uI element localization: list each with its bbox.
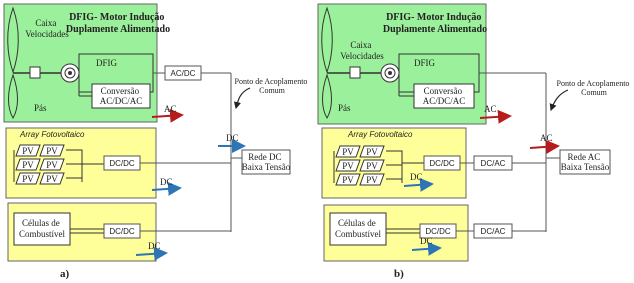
pv-panel bbox=[360, 174, 384, 185]
pv-panel bbox=[360, 160, 384, 171]
grid-label-b: Rede AC Baixa Tensão bbox=[560, 152, 610, 172]
pv-dcdc-label: DC/DC bbox=[109, 159, 135, 168]
svg-text:PV: PV bbox=[22, 174, 34, 184]
acdc-label: AC/DC bbox=[170, 69, 196, 78]
pv-array-title: Array Fotovoltaico bbox=[20, 130, 85, 139]
pcc-pointer-a bbox=[236, 88, 250, 108]
pv-panel bbox=[16, 173, 40, 184]
pv-panel bbox=[360, 146, 384, 157]
svg-text:PV: PV bbox=[22, 146, 34, 156]
svg-text:PV: PV bbox=[342, 175, 354, 185]
blades-label: Pás bbox=[338, 103, 351, 113]
grid-ac-arrow-b bbox=[530, 146, 558, 148]
grid-ac-label-b: AC bbox=[540, 133, 553, 143]
pv-panel bbox=[16, 145, 40, 156]
ac-arrow-label-a: AC bbox=[164, 104, 177, 114]
svg-text:PV: PV bbox=[342, 147, 354, 157]
dfig-block-title: DFIG- Motor Indução Duplamente Alimentado bbox=[65, 12, 171, 35]
grid-dc-label-a: DC bbox=[226, 133, 239, 143]
pv-panel bbox=[16, 159, 40, 170]
svg-text:PV: PV bbox=[366, 175, 378, 185]
pv-dcac-label: DC/AC bbox=[480, 159, 506, 168]
caption-a: a) bbox=[60, 268, 70, 280]
dfig-block-title: DFIG- Motor Indução Duplamente Alimentado bbox=[382, 12, 488, 35]
pv-panel bbox=[40, 145, 64, 156]
pcc-pointer-b bbox=[551, 90, 568, 110]
pv-array-title: Array Fotovoltaico bbox=[348, 130, 413, 139]
pcc-label-a: Ponto de Acoplamento Comum bbox=[234, 77, 308, 95]
fc-dc-label-b: DC bbox=[420, 236, 433, 246]
fc-dcdc-label: DC/DC bbox=[109, 227, 135, 236]
svg-text:PV: PV bbox=[366, 147, 378, 157]
pcc-label-b: Ponto de Acoplamento Comum bbox=[556, 79, 630, 97]
pv-dc-label-a: DC bbox=[160, 177, 173, 187]
pv-dcdc-label: DC/DC bbox=[429, 159, 455, 168]
pv-panel bbox=[336, 174, 360, 185]
svg-text:PV: PV bbox=[342, 161, 354, 171]
pv-panel bbox=[40, 159, 64, 170]
fc-dc-label-a: DC bbox=[148, 241, 161, 251]
figure-b bbox=[318, 4, 631, 280]
svg-text:PV: PV bbox=[366, 161, 378, 171]
figure-a bbox=[4, 4, 309, 280]
svg-text:PV: PV bbox=[46, 146, 58, 156]
gearbox-box bbox=[30, 67, 40, 78]
fc-dcac-label: DC/AC bbox=[480, 227, 506, 236]
pv-panel bbox=[336, 160, 360, 171]
pv-panel bbox=[40, 173, 64, 184]
fuel-cell-label-b: Células de Combustível bbox=[334, 218, 382, 239]
caption-b: b) bbox=[394, 268, 404, 280]
pv-panel bbox=[336, 146, 360, 157]
fuel-cell-label-a: Células de Combustível bbox=[18, 218, 66, 239]
svg-text:PV: PV bbox=[46, 174, 58, 184]
svg-text:PV: PV bbox=[22, 160, 34, 170]
pv-dc-label-b: DC bbox=[410, 172, 423, 182]
dfig-label: DFIG bbox=[414, 58, 436, 68]
grid-label-a: Rede DC Baixa Tensão bbox=[241, 152, 291, 172]
fc-dcdc-label: DC/DC bbox=[425, 227, 451, 236]
ac-arrow-label-b: AC bbox=[484, 104, 497, 114]
dfig-label: DFIG bbox=[96, 58, 118, 68]
svg-text:PV: PV bbox=[46, 160, 58, 170]
converter-label: Conversão AC/DC/AC bbox=[422, 86, 466, 106]
gearbox-label: Caixa Velocidades bbox=[25, 18, 69, 39]
converter-label: Conversão AC/DC/AC bbox=[99, 86, 143, 106]
gearbox-label: Caixa Velocidades bbox=[340, 40, 384, 61]
gearbox-box bbox=[350, 67, 360, 78]
blades-label: Pás bbox=[34, 103, 47, 113]
